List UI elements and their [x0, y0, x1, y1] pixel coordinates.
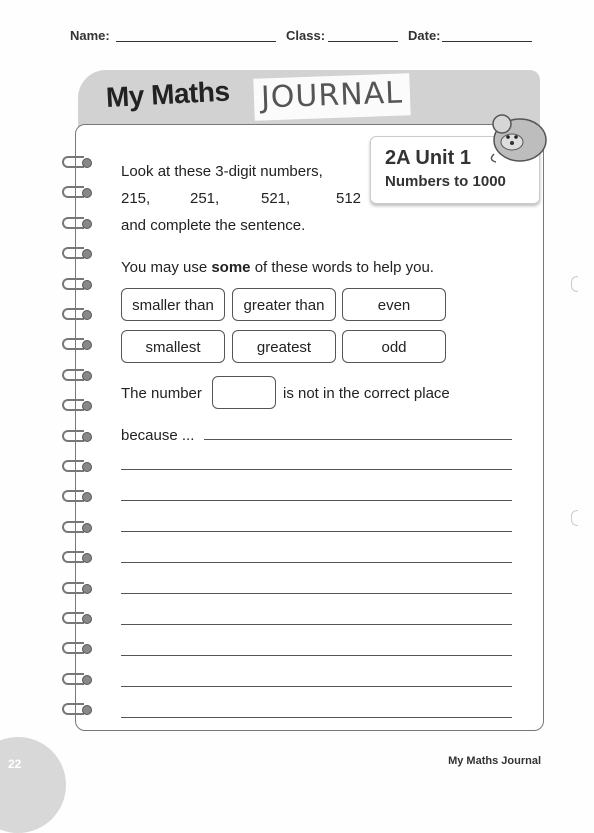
- ring-wire: [62, 490, 84, 502]
- page-corner: [0, 737, 66, 833]
- spiral-ring: [60, 551, 94, 565]
- name-field[interactable]: [116, 41, 276, 42]
- ring-hole: [82, 462, 92, 472]
- journal-word: JOURNAL: [260, 75, 404, 116]
- spiral-ring: [60, 703, 94, 717]
- word-even: even: [342, 288, 446, 321]
- ring-wire: [62, 186, 84, 198]
- ring-wire: [62, 369, 84, 381]
- writing-line[interactable]: [121, 717, 512, 718]
- ring-hole: [82, 705, 92, 715]
- ring-hole: [82, 158, 92, 168]
- ring-wire: [62, 278, 84, 290]
- spiral-ring: [60, 460, 94, 474]
- spiral-ring: [60, 642, 94, 656]
- ring-wire: [62, 642, 84, 654]
- writing-line[interactable]: [121, 469, 512, 470]
- student-info-header: [70, 28, 540, 48]
- word-smallest: smallest: [121, 330, 225, 363]
- date-field[interactable]: [442, 41, 532, 42]
- because-label: because ...: [121, 427, 195, 444]
- name-label: Name:: [70, 28, 110, 43]
- ring-hole: [82, 553, 92, 563]
- ring-hole: [82, 675, 92, 685]
- mouse-icon: [486, 110, 548, 164]
- writing-line[interactable]: [121, 531, 512, 532]
- ring-wire: [62, 582, 84, 594]
- word-odd: odd: [342, 330, 446, 363]
- journal-word-sticker: [253, 73, 410, 120]
- page-edge-mark: [571, 276, 578, 292]
- word-greatest: greatest: [232, 330, 336, 363]
- ring-wire: [62, 308, 84, 320]
- number-2: 251,: [190, 190, 220, 207]
- task-intro: Look at these 3-digit numbers,: [121, 163, 323, 180]
- ring-hole: [82, 219, 92, 229]
- ring-wire: [62, 551, 84, 563]
- book-title-footer: My Maths Journal: [448, 755, 541, 767]
- writing-line[interactable]: [121, 593, 512, 594]
- answer-line[interactable]: [204, 439, 512, 440]
- spiral-ring: [60, 308, 94, 322]
- ring-hole: [82, 644, 92, 654]
- journal-title: My Maths: [105, 75, 231, 113]
- ring-wire: [62, 673, 84, 685]
- ring-hole: [82, 310, 92, 320]
- sentence-end: is not in the correct place: [283, 385, 450, 402]
- ring-hole: [82, 614, 92, 624]
- word-smaller-than: smaller than: [121, 288, 225, 321]
- ring-wire: [62, 247, 84, 259]
- ring-wire: [62, 612, 84, 624]
- number-answer-box[interactable]: [212, 376, 276, 409]
- ring-wire: [62, 156, 84, 168]
- ring-hole: [82, 188, 92, 198]
- page-number: 22: [8, 757, 22, 771]
- class-field[interactable]: [328, 41, 398, 42]
- ring-hole: [82, 340, 92, 350]
- number-3: 521,: [261, 190, 291, 207]
- word-bank-prompt: You may use some of these words to help you.: [121, 259, 434, 276]
- spiral-ring: [60, 399, 94, 413]
- writing-line[interactable]: [121, 655, 512, 656]
- spiral-ring: [60, 612, 94, 626]
- writing-line[interactable]: [121, 500, 512, 501]
- spiral-ring: [60, 490, 94, 504]
- ring-wire: [62, 217, 84, 229]
- spiral-ring: [60, 338, 94, 352]
- word-greater-than: greater than: [232, 288, 336, 321]
- ring-hole: [82, 492, 92, 502]
- writing-line[interactable]: [121, 624, 512, 625]
- spiral-ring: [60, 186, 94, 200]
- spiral-ring: [60, 156, 94, 170]
- ring-hole: [82, 584, 92, 594]
- spiral-ring: [60, 247, 94, 261]
- spiral-ring: [60, 582, 94, 596]
- ring-wire: [62, 460, 84, 472]
- spiral-ring: [60, 521, 94, 535]
- spiral-ring: [60, 217, 94, 231]
- task-instruction: and complete the sentence.: [121, 217, 306, 234]
- unit-topic: Numbers to 1000: [385, 173, 506, 190]
- ring-hole: [82, 280, 92, 290]
- ring-wire: [62, 399, 84, 411]
- ring-hole: [82, 432, 92, 442]
- ring-hole: [82, 523, 92, 533]
- number-4: 512: [336, 190, 362, 207]
- ring-wire: [62, 338, 84, 350]
- spiral-ring: [60, 278, 94, 292]
- unit-title: 2A Unit 1: [385, 147, 471, 169]
- writing-line[interactable]: [121, 562, 512, 563]
- sentence-start: The number: [121, 385, 202, 402]
- ring-wire: [62, 521, 84, 533]
- writing-line[interactable]: [121, 686, 512, 687]
- ring-hole: [82, 401, 92, 411]
- ring-wire: [62, 703, 84, 715]
- spiral-ring: [60, 673, 94, 687]
- class-label: Class:: [286, 28, 326, 43]
- ring-wire: [62, 430, 84, 442]
- page-edge-mark: [571, 510, 578, 526]
- number-1: 215,: [121, 190, 151, 207]
- ring-hole: [82, 371, 92, 381]
- spiral-ring: [60, 369, 94, 383]
- spiral-ring: [60, 430, 94, 444]
- ring-hole: [82, 249, 92, 259]
- date-label: Date:: [408, 28, 441, 43]
